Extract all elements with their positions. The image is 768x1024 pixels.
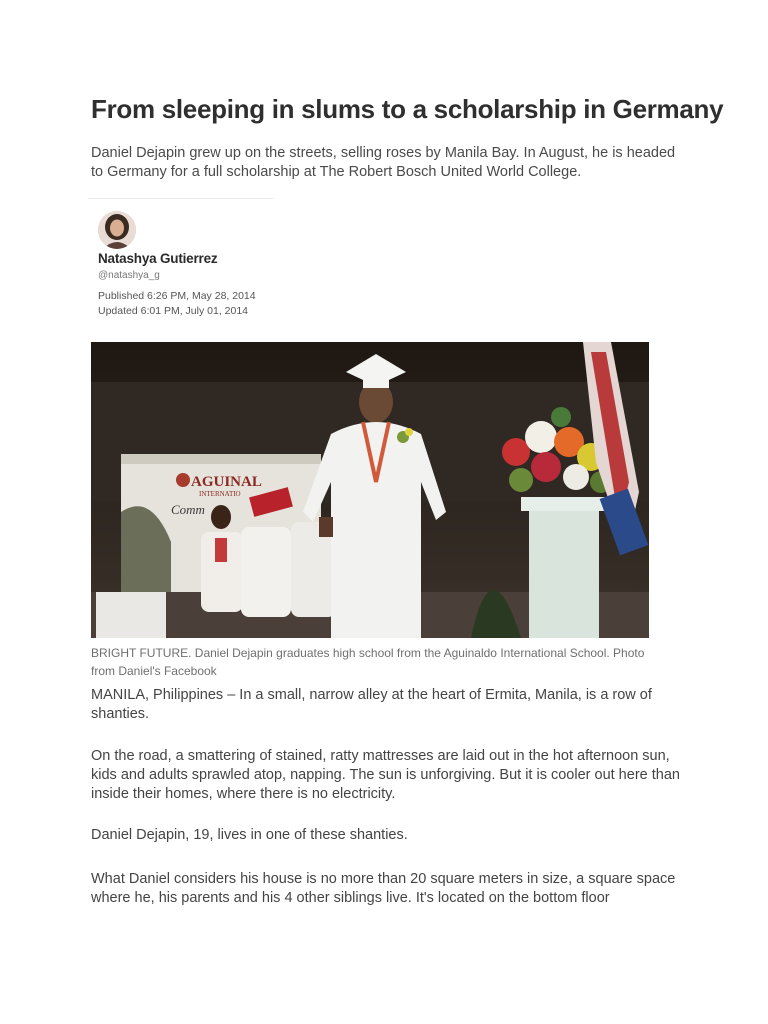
updated-date: Updated 6:01 PM, July 01, 2014 [98, 305, 249, 317]
article-title: From sleeping in slums to a scholarship in Germany [91, 94, 724, 124]
article-photo [91, 342, 649, 638]
author-handle[interactable]: @natashya_g [98, 270, 160, 281]
author-avatar[interactable] [98, 211, 136, 249]
banner-text-2: INTERNATIO [199, 490, 241, 498]
author-name[interactable]: Natashya Gutierrez [98, 251, 218, 266]
article-lede: Daniel Dejapin grew up on the streets, selling roses by Manila Bay. In August, he is headed to Germany for a full scholarship at The Robert Bosch United World College. [91, 145, 676, 180]
banner-text-1: AGUINAL [191, 474, 262, 490]
body-paragraph-4: What Daniel considers his house is no more than 20 square meters in size, a square space where he, his parents and his 4 other siblings live. It's located on the bottom floor [91, 871, 676, 906]
body-paragraph-3: Daniel Dejapin, 19, lives in one of these shanties. [91, 827, 408, 843]
published-date: Published 6:26 PM, May 28, 2014 [98, 290, 256, 302]
photo-caption: BRIGHT FUTURE. Daniel Dejapin graduates high school from the Aguinaldo International School. Photo from Daniel's Facebook [91, 646, 645, 678]
banner-text-3: Comm [171, 502, 205, 517]
author-card [88, 198, 274, 327]
body-paragraph-2: On the road, a smattering of stained, ratty mattresses are laid out in the hot afternoon sun, kids and adults sprawled atop, napping. The sun is unforgiving. But it is cooler out here than inside their homes, where there is no electricity. [91, 748, 680, 802]
body-paragraph-1: MANILA, Philippines – In a small, narrow alley at the heart of Ermita, Manila, is a row of shanties. [91, 687, 652, 722]
